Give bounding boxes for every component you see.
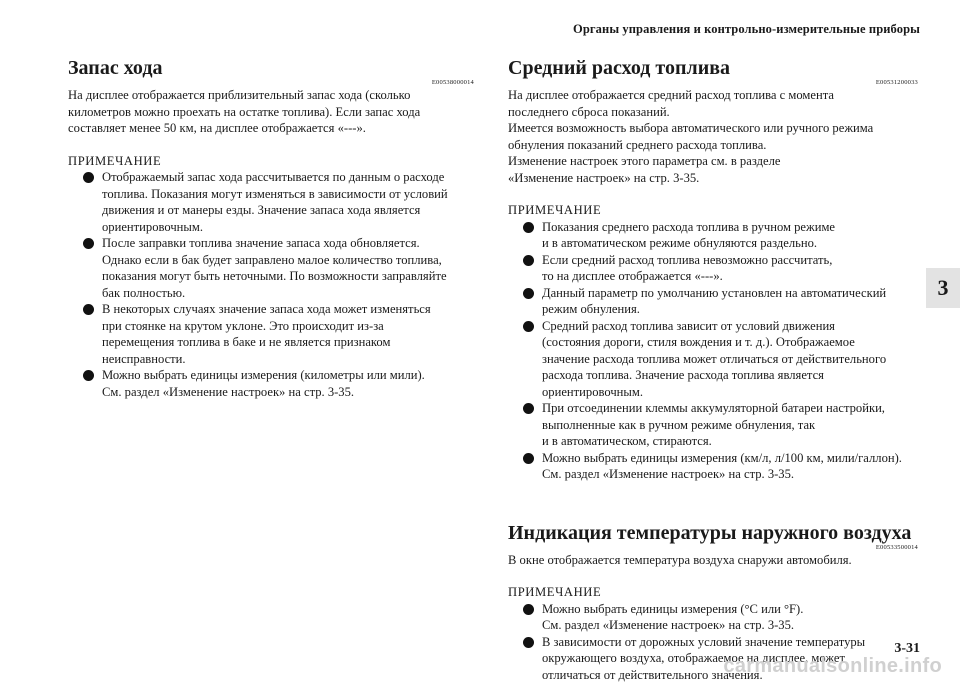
bullet-icon <box>83 304 94 315</box>
note-item <box>508 285 918 318</box>
bullet-icon <box>523 255 534 266</box>
bullet-icon <box>83 172 94 183</box>
note-label-avg-fuel: ПРИМЕЧАНИЕ <box>508 202 918 219</box>
right-column <box>508 56 918 683</box>
section-code-range: E00538000014 <box>68 78 474 87</box>
note-text: При отсоединении клеммы аккумуляторной батареи настройки, выполненные как в ручном режиме обнуления, так и в автоматическом, стираются. <box>542 401 885 448</box>
note-text: Средний расход топлива зависит от условий движения (состояния дороги, стиля вождения и т. д.). Отображаемое значение расхода топлива может отличаться от действительного расхода топлива. Значение расхода топлива является ориентировочным. <box>542 319 886 399</box>
section-title-avg-fuel: Средний расход топлива <box>508 56 918 80</box>
note-label-range: ПРИМЕЧАНИЕ <box>68 153 474 170</box>
note-item <box>508 601 918 634</box>
note-item <box>508 450 918 483</box>
note-list-range <box>68 169 474 400</box>
note-item <box>508 318 918 401</box>
note-item <box>68 235 474 301</box>
page-number: 3-31 <box>894 641 920 657</box>
note-item <box>68 169 474 235</box>
bullet-icon <box>83 238 94 249</box>
note-text: В зависимости от дорожных условий значение температуры окружающего воздуха, отображаемое на дисплее, может отличаться от действительного значения. <box>542 635 865 682</box>
section-code-avg-fuel: E00531200033 <box>508 78 918 87</box>
chapter-tab: 3 <box>926 268 960 308</box>
bullet-icon <box>523 403 534 414</box>
bullet-icon <box>83 370 94 381</box>
note-item <box>508 252 918 285</box>
note-item <box>68 367 474 400</box>
section-body-range: На дисплее отображается приблизительный запас хода (сколько километров можно проехать на остатке топлива). Если запас хода составляет менее 50 км, на дисплее отображается «---». <box>68 87 474 137</box>
running-header: Органы управления и контрольно-измерительные приборы <box>573 22 920 37</box>
section-title-range: Запас хода <box>68 56 474 80</box>
bullet-icon <box>523 288 534 299</box>
note-text: Если средний расход топлива невозможно рассчитать, то на дисплее отображается «---». <box>542 253 832 284</box>
note-text: В некоторых случаях значение запаса хода может изменяться при стоянке на крутом уклоне. Это происходит из-за перемещения топлива в баке и не является признаком неисправности. <box>102 302 431 366</box>
note-text: Можно выбрать единицы измерения (километры или мили). См. раздел «Изменение настроек» на стр. 3-35. <box>102 368 425 399</box>
note-item <box>68 301 474 367</box>
note-text: Данный параметр по умолчанию установлен на автоматический режим обнуления. <box>542 286 886 317</box>
bullet-icon <box>523 637 534 648</box>
note-item <box>508 400 918 450</box>
section-title-outside-temp: Индикация температуры наружного воздуха <box>508 521 918 545</box>
left-column <box>68 56 474 400</box>
note-text: Показания среднего расхода топлива в ручном режиме и в автоматическом режиме обнуляются раздельно. <box>542 220 835 251</box>
note-list-avg-fuel <box>508 219 918 483</box>
note-text: Можно выбрать единицы измерения (°C или °F). См. раздел «Изменение настроек» на стр. 3-35. <box>542 602 803 633</box>
note-label-outside-temp: ПРИМЕЧАНИЕ <box>508 584 918 601</box>
note-item <box>508 219 918 252</box>
watermark: carmanualsonline.info <box>723 655 942 678</box>
section-body-outside-temp: В окне отображается температура воздуха снаружи автомобиля. <box>508 552 918 569</box>
section-body-avg-fuel: На дисплее отображается средний расход топлива с момента последнего сброса показаний. Имеется возможность выбора автоматического или ручного режима обнуления показаний среднего расхода топлива. Изменение настроек этого параметра см. в разделе «Изменение настроек» на стр. 3-35. <box>508 87 918 186</box>
note-text: Можно выбрать единицы измерения (км/л, л/100 км, мили/галлон). См. раздел «Изменение настроек» на стр. 3-35. <box>542 451 902 482</box>
section-code-outside-temp: E00533500014 <box>508 543 918 552</box>
bullet-icon <box>523 321 534 332</box>
note-text: После заправки топлива значение запаса хода обновляется. Однако если в бак будет заправлено малое количество топлива, показания могут быть неточными. По возможности заправляйте бак полностью. <box>102 236 447 300</box>
bullet-icon <box>523 604 534 615</box>
bullet-icon <box>523 453 534 464</box>
bullet-icon <box>523 222 534 233</box>
note-text: Отображаемый запас хода рассчитывается по данным о расходе топлива. Показания могут изменяться в зависимости от условий движения и от манеры езды. Значение запаса хода является ориентировочным. <box>102 170 448 234</box>
